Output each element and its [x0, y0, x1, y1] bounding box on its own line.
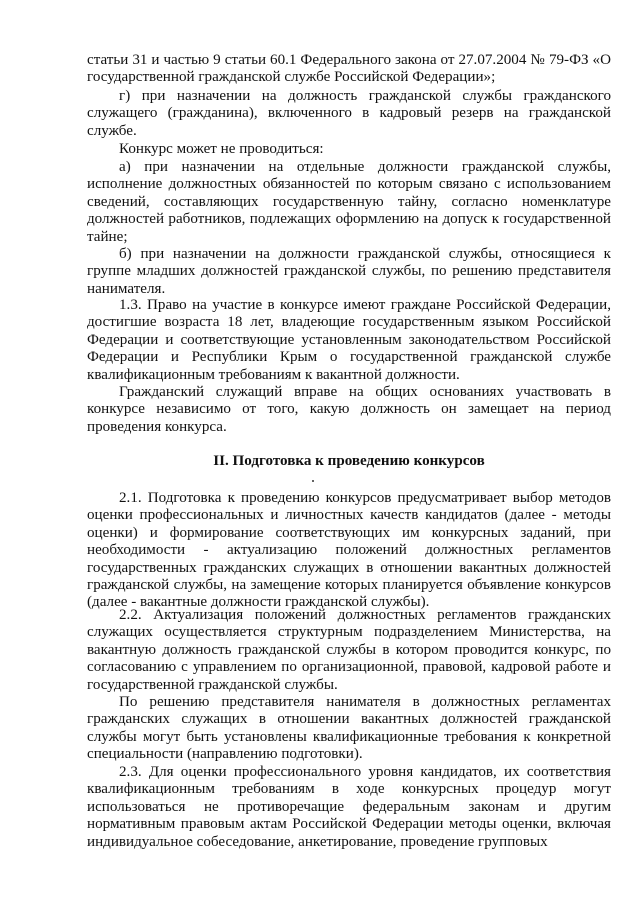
paragraph-item-b: б) при назначении на должности гражданской службы, относящиеся к группе младших должностей гражданской службы, по решению представителя нанимателя. — [87, 246, 611, 297]
paragraph-competition-may-not-be-held: Конкурс может не проводиться: — [119, 141, 324, 157]
paragraph-item-a: а) при назначении на отдельные должности гражданской службы, исполнение должностных обязанностей по которым связано с использованием сведений, составляющих государственную тайну, согласно номенклатуре должностей работников, подлежащих оформлению на допуск к государственной тайне; — [87, 159, 611, 245]
paragraph-1-3: 1.3. Право на участие в конкурсе имеют граждане Российской Федерации, достигшие возраста 18 лет, владеющие государственным языком Российской Федерации и соответствующие установленным законодательством Российской Федерации и Республики Крым о государственной гражданской службе квалификационным требованиям к вакантной должности. — [87, 297, 611, 383]
paragraph-law-reference: статьи 31 и частью 9 статьи 60.1 Федерального закона от 27.07.2004 № 79-ФЗ «О государственной гражданской службе Российской Федерации»; — [87, 52, 611, 86]
paragraph-civil-servant-right: Гражданский служащий вправе на общих основаниях участвовать в конкурсе независимо от того, какую должность он замещает на период проведения конкурса. — [87, 384, 611, 435]
section-heading: II. Подготовка к проведению конкурсов — [213, 453, 485, 469]
scan-speck — [312, 480, 314, 482]
paragraph-2-3: 2.3. Для оценки профессионального уровня кандидатов, их соответствия квалификационным требованиям в ходе конкурсных процедур могут использоваться не противоречащие федеральным законам и другим нормативным правовым актам Российской Федерации методы оценки, включая индивидуальное собеседование, анкетирование, проведение групповых — [87, 764, 611, 850]
paragraph-representative-decision: По решению представителя нанимателя в должностных регламентах гражданских служащих в отношении вакантных должностей гражданской службы могут быть установлены квалификационные требования к конкретной специальности (направлению подготовки). — [87, 694, 611, 763]
paragraph-item-g: г) при назначении на должность гражданской службы гражданского служащего (гражданина), включенного в кадровый резерв на гражданской службе. — [87, 88, 611, 139]
paragraph-2-1: 2.1. Подготовка к проведению конкурсов предусматривает выбор методов оценки профессиональных и личностных качеств кандидатов (далее - методы оценки) и формирование соответствующих им конкурсных заданий, при необходимости - актуализацию положений должностных регламентов государственных гражданских служащих в отношении вакантных должностей гражданской службы, на замещение которых планируется объявление конкурсов (далее - вакантные должности гражданской службы). — [87, 490, 611, 611]
paragraph-2-2: 2.2. Актуализация положений должностных регламентов гражданских служащих осуществляется структурным подразделением Министерства, на вакантную должность гражданской службы в котором проводится конкурс, по согласованию с управлением по организационной, правовой, кадровой работе и государственной гражданской службы. — [87, 607, 611, 693]
